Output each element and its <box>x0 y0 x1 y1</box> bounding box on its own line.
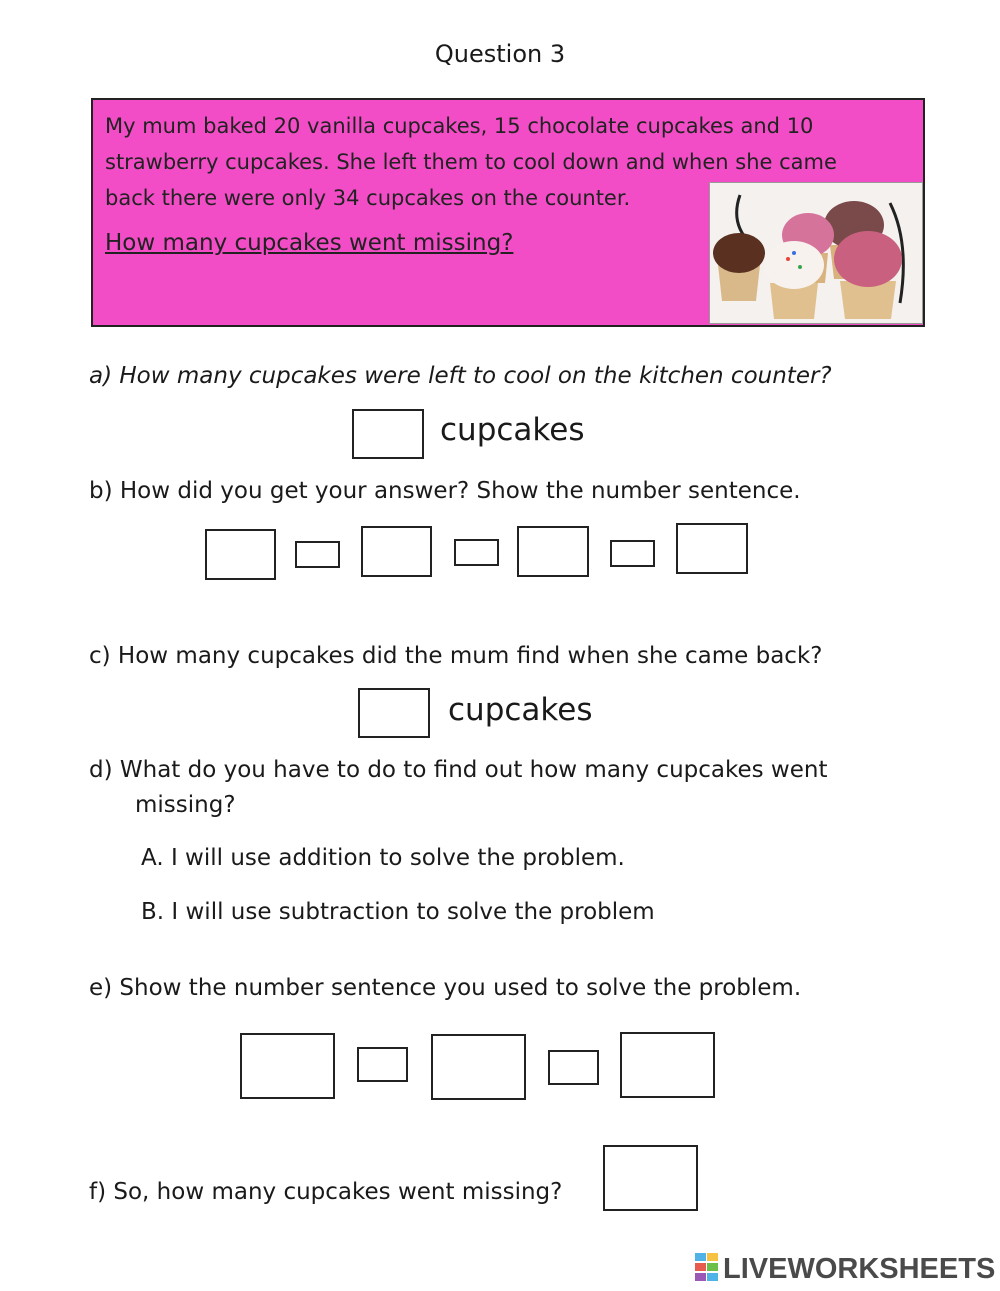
question-f: f) So, how many cupcakes went missing? <box>89 1179 563 1205</box>
operator-box-b3[interactable] <box>610 540 655 567</box>
number-box-b3[interactable] <box>517 526 589 577</box>
operator-box-e1[interactable] <box>357 1047 408 1082</box>
liveworksheets-logo-icon <box>695 1253 719 1285</box>
answer-box-c[interactable] <box>358 688 430 738</box>
operator-box-e2[interactable] <box>548 1050 599 1085</box>
question-b: b) How did you get your answer? Show the number sentence. <box>89 478 801 504</box>
number-box-b1[interactable] <box>205 529 276 580</box>
brand-logo[interactable] <box>695 1252 995 1286</box>
page-title: Question 3 <box>434 40 566 68</box>
cupcakes-photo <box>709 182 923 324</box>
problem-panel <box>91 98 925 327</box>
question-c: c) How many cupcakes did the mum find when she came back? <box>89 643 823 669</box>
problem-question: How many cupcakes went missing? <box>105 230 514 256</box>
problem-line: back there were only 34 cupcakes on the counter. <box>105 186 631 210</box>
option-a[interactable]: A. I will use addition to solve the problem. <box>141 845 625 871</box>
unit-label-a: cupcakes <box>440 412 585 448</box>
unit-label-c: cupcakes <box>448 692 593 728</box>
question-d: d) What do you have to do to find out how many cupcakes went <box>89 757 828 783</box>
option-b[interactable]: B. I will use subtraction to solve the problem <box>141 899 655 925</box>
answer-box-f[interactable] <box>603 1145 698 1211</box>
operator-box-b2[interactable] <box>454 539 499 566</box>
problem-line: strawberry cupcakes. She left them to cool down and when she came <box>105 150 837 174</box>
question-e: e) Show the number sentence you used to solve the problem. <box>89 975 802 1001</box>
operator-box-b1[interactable] <box>295 541 340 568</box>
problem-line: My mum baked 20 vanilla cupcakes, 15 chocolate cupcakes and 10 <box>105 114 814 138</box>
number-box-e1[interactable] <box>240 1033 335 1099</box>
number-box-e3[interactable] <box>620 1032 715 1098</box>
answer-box-a[interactable] <box>352 409 424 459</box>
number-box-e2[interactable] <box>431 1034 526 1100</box>
number-box-b2[interactable] <box>361 526 432 577</box>
question-d-continued: missing? <box>135 792 236 818</box>
brand-name: LIVEWORKSHEETS <box>723 1252 996 1285</box>
number-box-b4[interactable] <box>676 523 748 574</box>
question-a: a) How many cupcakes were left to cool on the kitchen counter? <box>89 363 832 389</box>
